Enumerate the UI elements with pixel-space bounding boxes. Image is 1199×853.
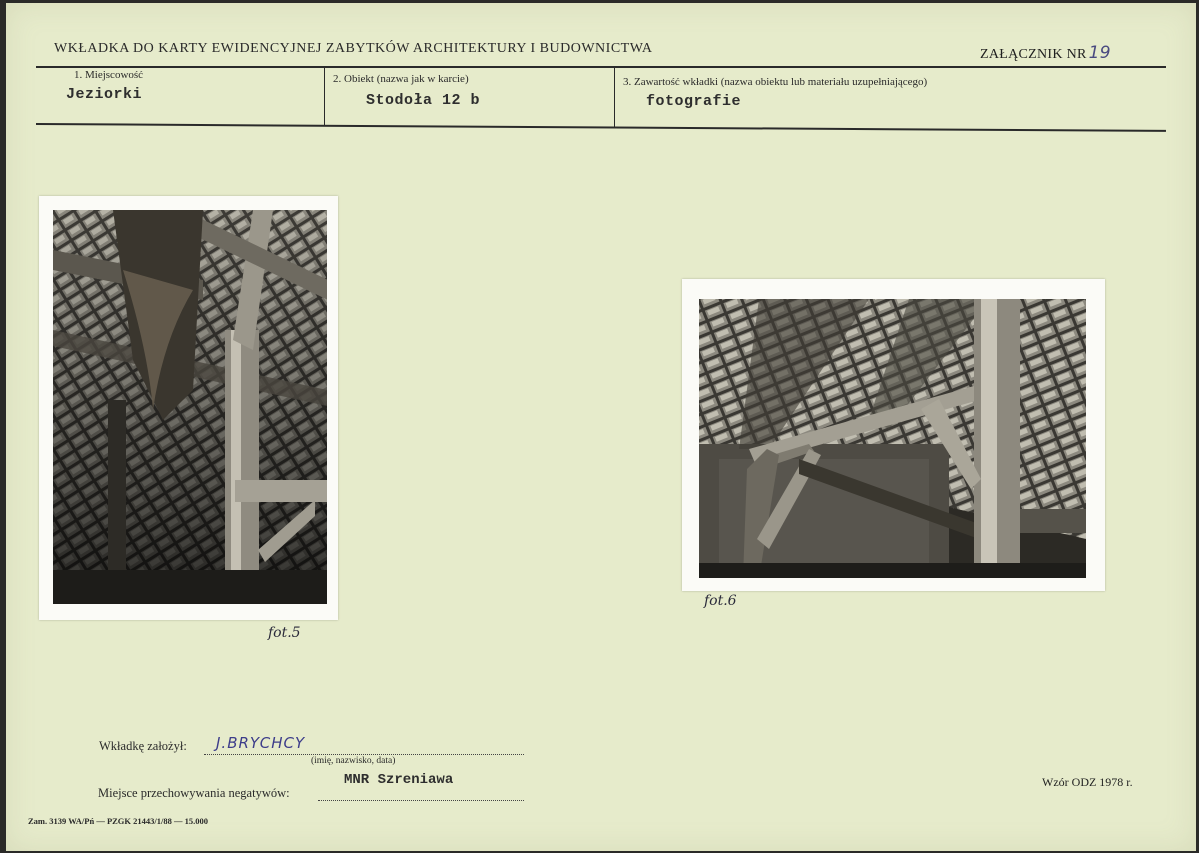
- content-value: fotografie: [646, 93, 742, 110]
- photo-2: [699, 299, 1086, 578]
- column-divider-2: [614, 68, 615, 128]
- place-value: Jeziorki: [66, 86, 143, 103]
- object-label: 2. Obiekt (nazwa jak w karcie): [333, 73, 469, 85]
- photo-1-frame: [39, 196, 338, 620]
- photo-1: [53, 210, 327, 604]
- annex-label: ZAŁĄCZNIK NR: [980, 47, 1087, 62]
- record-sheet: [6, 3, 1196, 851]
- place-label: 1. Miejscowość: [74, 69, 144, 81]
- founded-by-label: Wkładkę założył:: [99, 739, 187, 753]
- form-title: WKŁADKA DO KARTY EWIDENCYJNEJ ZABYTKÓW ARCHITEKTURY I BUDOWNICTWA: [54, 41, 653, 56]
- table-top-rule: [36, 66, 1166, 68]
- storage-value: MNR Szreniawa: [344, 772, 454, 788]
- column-divider-1: [324, 68, 325, 125]
- founded-by-handwritten: J.BRYCHCY: [216, 734, 306, 752]
- storage-line: [318, 799, 524, 801]
- print-order: Zam. 3139 WA/Pń — PZGK 21443/1/88 — 15.000: [28, 816, 209, 826]
- founded-by-hint: (imię, nazwisko, data): [311, 756, 396, 766]
- founded-by-line: [204, 753, 524, 755]
- photo-1-caption: fot.5: [268, 625, 301, 641]
- object-value: Stodoła 12 b: [366, 92, 481, 109]
- barn-interior-photo-1: [53, 210, 327, 604]
- content-label: 3. Zawartość wkładki (nazwa obiektu lub materiału uzupełniającego): [623, 76, 928, 88]
- table-bottom-rule: [36, 123, 1166, 132]
- template-note: Wzór ODZ 1978 r.: [1042, 775, 1133, 789]
- storage-label: Miejsce przechowywania negatywów:: [98, 786, 290, 800]
- barn-interior-photo-2: [699, 299, 1086, 578]
- annex-number-handwritten: 19: [1088, 43, 1111, 63]
- annex-number: [980, 43, 1111, 63]
- photo-2-caption: fot.6: [704, 593, 737, 609]
- photo-2-frame: [682, 279, 1105, 591]
